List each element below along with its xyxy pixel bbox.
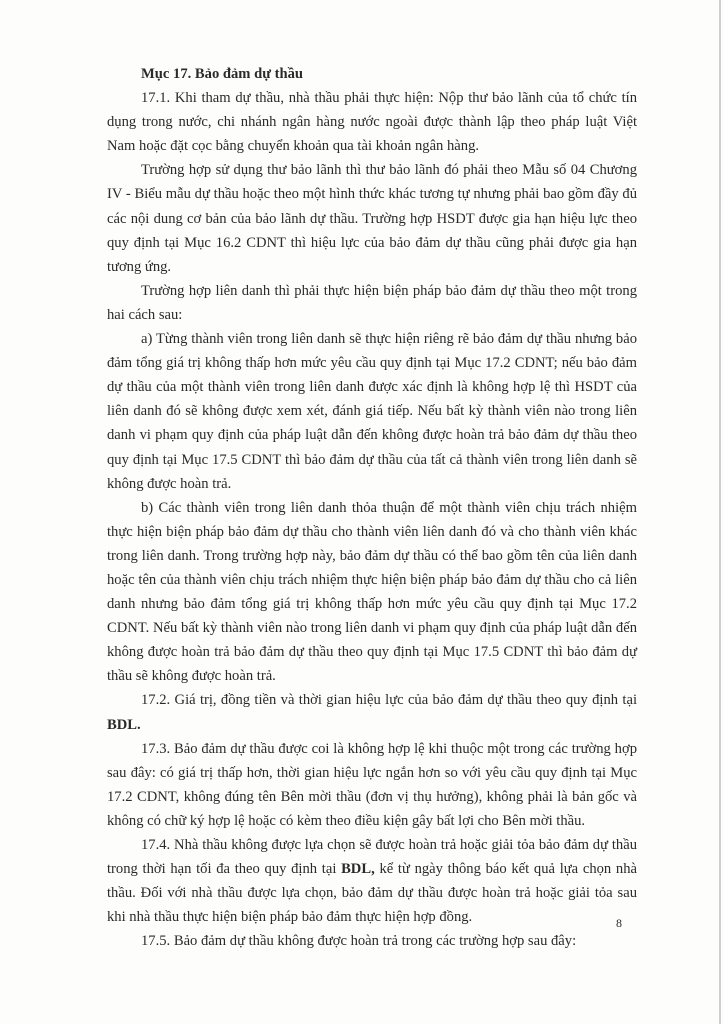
paragraph-17-4-bdl: BDL,	[341, 861, 375, 878]
paragraph-17-2	[107, 688, 637, 736]
page-number: 8	[616, 916, 622, 930]
paragraph-17-4-text-b: kể từ ngày thông báo kết quả lựa chọn nhà thầu. Đối với nhà thầu được lựa chọn, bảo đảm dự thầu được hoàn trả hoặc giải tỏa sau khi nhà thầu thực hiện biện pháp bảo đảm thực hiện hợp đồng.	[107, 861, 637, 926]
paragraph-17-5: 17.5. Bảo đảm dự thầu không được hoàn trả trong các trường hợp sau đây:	[141, 933, 577, 950]
paragraph-option-b: b) Các thành viên trong liên danh thỏa thuận để một thành viên chịu trách nhiệm thực hiện biện pháp bảo đảm dự thầu cho thành viên liên danh đó và cho thành viên khác trong liên danh. Trong trường hợp này, bảo đảm dự thầu có thể bao gồm tên của liên danh hoặc tên của thành viên chịu trách nhiệm thực hiện biện pháp bảo đảm dự thầu cho cả liên danh nhưng bảo đảm tổng giá trị không thấp hơn mức yêu cầu quy định tại Mục 17.2 CDNT. Nếu bất kỳ thành viên nào trong liên danh vi phạm quy định của pháp luật dẫn đến không được hoàn trả bảo đảm dự thầu theo quy định tại Mục 17.5 CDNT thì bảo đảm dự thầu sẽ không được hoàn trả.	[107, 499, 637, 685]
document-body	[107, 62, 637, 953]
section-heading: Mục 17. Bảo đảm dự thầu	[141, 66, 304, 82]
page-edge-line	[719, 0, 721, 1024]
paragraph-17-1: 17.1. Khi tham dự thầu, nhà thầu phải thực hiện: Nộp thư bảo lãnh của tổ chức tín dụng trong nước, chi nhánh ngân hàng nước ngoài được thành lập theo pháp luật Việt Nam hoặc đặt cọc bằng chuyển khoản qua tài khoản ngân hàng.	[107, 90, 637, 155]
paragraph-17-4	[107, 833, 637, 929]
paragraph-joint-venture: Trường hợp liên danh thì phải thực hiện biện pháp bảo đảm dự thầu theo một trong hai cách sau:	[107, 282, 637, 323]
paragraph-bank-guarantee: Trường hợp sử dụng thư bảo lãnh thì thư bảo lãnh đó phải theo Mẫu số 04 Chương IV - Biểu mẫu dự thầu hoặc theo một hình thức khác tương tự nhưng phải bao gồm đầy đủ các nội dung cơ bản của bảo lãnh dự thầu. Trường hợp HSDT được gia hạn hiệu lực theo quy định tại Mục 16.2 CDNT thì hiệu lực của bảo đảm dự thầu cũng phải được gia hạn tương ứng.	[107, 162, 637, 275]
paragraph-17-3: 17.3. Bảo đảm dự thầu được coi là không hợp lệ khi thuộc một trong các trường hợp sau đây: có giá trị thấp hơn, thời gian hiệu lực ngắn hơn so với yêu cầu quy định tại Mục 17.2 CDNT, không đúng tên Bên mời thầu (đơn vị thụ hưởng), không phải là bản gốc và không có chữ ký hợp lệ hoặc có kèm theo điều kiện gây bất lợi cho Bên mời thầu.	[107, 740, 637, 829]
paragraph-option-a: a) Từng thành viên trong liên danh sẽ thực hiện riêng rẽ bảo đảm dự thầu nhưng bảo đảm tổng giá trị không thấp hơn mức yêu cầu quy định tại Mục 17.2 CDNT; nếu bảo đảm dự thầu của một thành viên trong liên danh được xác định là không hợp lệ thì HSDT của liên danh đó sẽ không được xem xét, đánh giá tiếp. Nếu bất kỳ thành viên nào trong liên danh vi phạm quy định của pháp luật dẫn đến không được hoàn trả bảo đảm dự thầu theo quy định tại Mục 17.5 CDNT thì bảo đảm dự thầu của tất cả thành viên trong liên danh sẽ không được hoàn trả.	[107, 331, 637, 492]
paragraph-17-2-text: 17.2. Giá trị, đồng tiền và thời gian hiệu lực của bảo đảm dự thầu theo quy định tại	[141, 692, 637, 709]
paragraph-17-4-text-a: 17.4. Nhà thầu không được lựa chọn sẽ được hoàn trả hoặc giải tỏa bảo đảm dự thầu trong thời hạn tối đa theo quy định tại	[107, 837, 637, 878]
paragraph-17-2-bdl: BDL.	[107, 716, 141, 733]
